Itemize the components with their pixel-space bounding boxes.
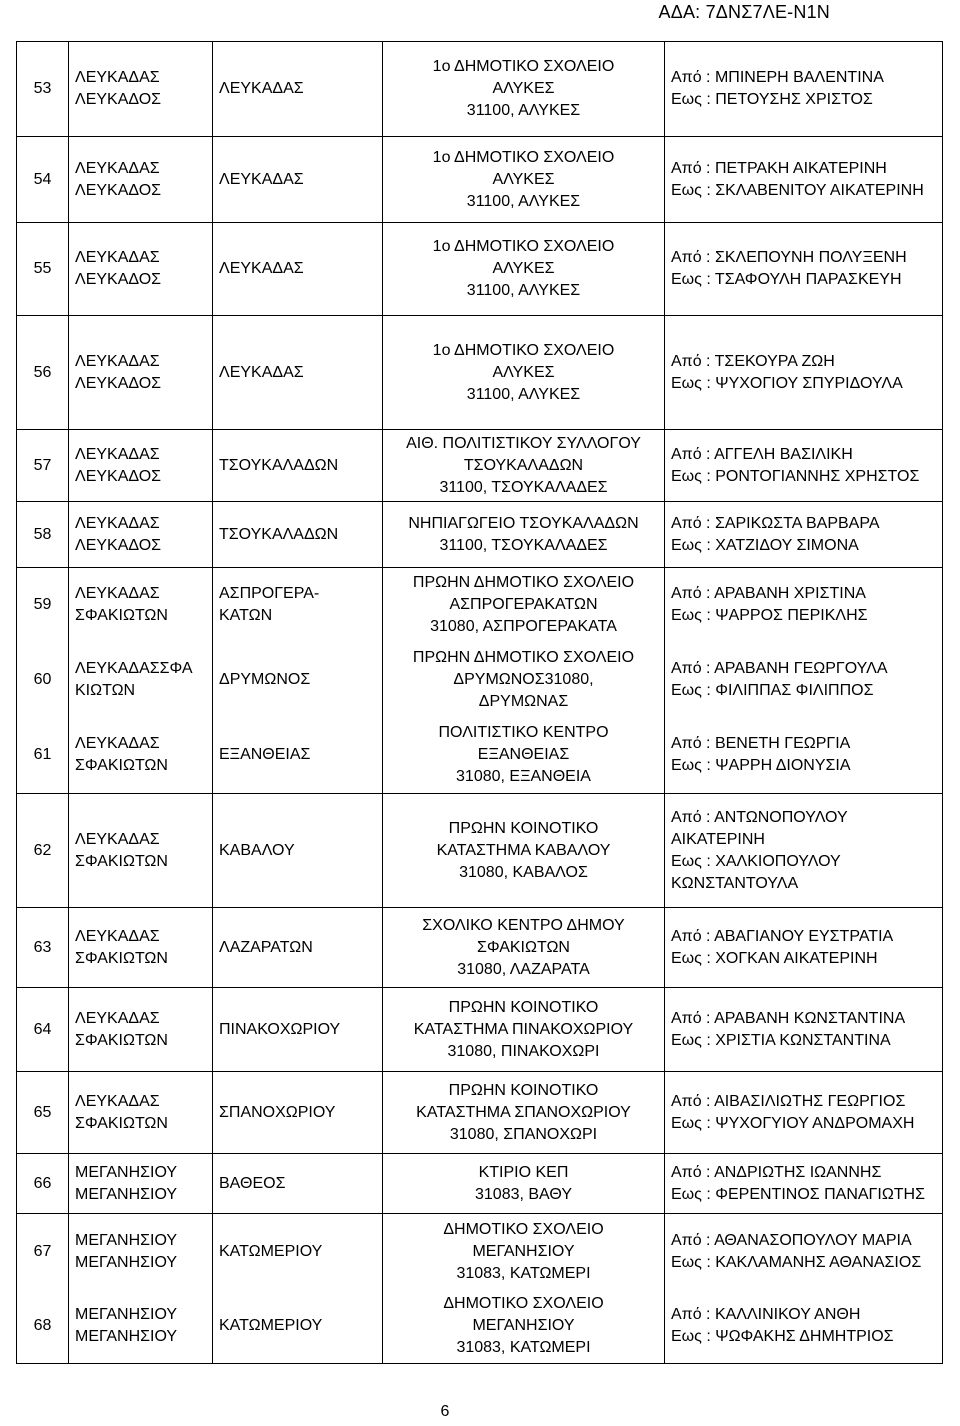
- page-number: 6: [440, 1403, 450, 1420]
- community-cell: ΑΣΠΡΟΓΕΡΑ- ΚΑΤΩΝ: [213, 568, 383, 642]
- community-cell: ΕΞΑΝΘΕΙΑΣ: [213, 718, 383, 794]
- municipality-cell: ΛΕΥΚΑΔΑΣ ΛΕΥΚΑΔΟΣ: [69, 223, 213, 316]
- table-row: [17, 1290, 943, 1364]
- community-cell: ΛΑΖΑΡΑΤΩΝ: [213, 908, 383, 988]
- polling-site-cell: 1ο ΔΗΜΟΤΙΚΟ ΣΧΟΛΕΙΟ ΑΛΥΚΕΣ 31100, ΑΛΥΚΕΣ: [383, 223, 665, 316]
- community-cell: ΚΑΒΑΛΟΥ: [213, 794, 383, 908]
- polling-site-cell: 1ο ΔΗΜΟΤΙΚΟ ΣΧΟΛΕΙΟ ΑΛΥΚΕΣ 31100, ΑΛΥΚΕΣ: [383, 137, 665, 223]
- table-row: [17, 568, 943, 642]
- polling-site-cell: ΠΡΩΗΝ ΚΟΙΝΟΤΙΚΟ ΚΑΤΑΣΤΗΜΑ ΣΠΑΝΟΧΩΡΙΟΥ 31080, ΣΠΑΝΟΧΩΡΙ: [383, 1072, 665, 1154]
- voter-range-cell: Από : ΑΡΑΒΑΝΗ ΚΩΝΣΤΑΝΤΙΝΑ Εως : ΧΡΙΣΤΙΑ ΚΩΝΣΤΑΝΤΙΝΑ: [665, 988, 943, 1072]
- table-row: [17, 223, 943, 316]
- polling-site-cell: 1ο ΔΗΜΟΤΙΚΟ ΣΧΟΛΕΙΟ ΑΛΥΚΕΣ 31100, ΑΛΥΚΕΣ: [383, 42, 665, 137]
- row-number: 64: [17, 988, 69, 1072]
- voter-range-cell: Από : ΠΕΤΡΑΚΗ ΑΙΚΑΤΕΡΙΝΗ Εως : ΣΚΛΑΒΕΝΙΤΟΥ ΑΙΚΑΤΕΡΙΝΗ: [665, 137, 943, 223]
- polling-site-cell: ΠΡΩΗΝ ΚΟΙΝΟΤΙΚΟ ΚΑΤΑΣΤΗΜΑ ΠΙΝΑΚΟΧΩΡΙΟΥ 31080, ΠΙΝΑΚΟΧΩΡΙ: [383, 988, 665, 1072]
- municipality-cell: ΛΕΥΚΑΔΑΣ ΣΦΑΚΙΩΤΩΝ: [69, 794, 213, 908]
- community-cell: ΔΡΥΜΩΝΟΣ: [213, 642, 383, 718]
- row-number: 66: [17, 1154, 69, 1214]
- table-row: [17, 642, 943, 718]
- voter-range-cell: Από : ΑΝΤΩΝΟΠΟΥΛΟΥ ΑΙΚΑΤΕΡΙΝΗ Εως : ΧΑΛΚΙΟΠΟΥΛΟΥ ΚΩΝΣΤΑΝΤΟΥΛΑ: [665, 794, 943, 908]
- table-row: [17, 718, 943, 794]
- community-cell: ΤΣΟΥΚΑΛΑΔΩΝ: [213, 430, 383, 502]
- row-number: 53: [17, 42, 69, 137]
- voter-range-cell: Από : ΑΙΒΑΣΙΛΙΩΤΗΣ ΓΕΩΡΓΙΟΣ Εως : ΨΥΧΟΓΥΙΟΥ ΑΝΔΡΟΜΑΧΗ: [665, 1072, 943, 1154]
- row-number: 57: [17, 430, 69, 502]
- municipality-cell: ΛΕΥΚΑΔΑΣ ΛΕΥΚΑΔΟΣ: [69, 316, 213, 430]
- community-cell: ΤΣΟΥΚΑΛΑΔΩΝ: [213, 502, 383, 568]
- polling-site-cell: ΔΗΜΟΤΙΚΟ ΣΧΟΛΕΙΟ ΜΕΓΑΝΗΣΙΟΥ 31083, ΚΑΤΩΜΕΡΙ: [383, 1290, 665, 1364]
- polling-site-cell: ΠΡΩΗΝ ΔΗΜΟΤΙΚΟ ΣΧΟΛΕΙΟ ΑΣΠΡΟΓΕΡΑΚΑΤΩΝ 31080, ΑΣΠΡΟΓΕΡΑΚΑΤΑ: [383, 568, 665, 642]
- voter-range-cell: Από : ΑΓΓΕΛΗ ΒΑΣΙΛΙΚΗ Εως : ΡΟΝΤΟΓΙΑΝΝΗΣ ΧΡΗΣΤΟΣ: [665, 430, 943, 502]
- voter-range-cell: Από : ΑΡΑΒΑΝΗ ΧΡΙΣΤΙΝΑ Εως : ΨΑΡΡΟΣ ΠΕΡΙΚΛΗΣ: [665, 568, 943, 642]
- voter-range-cell: Από : ΑΡΑΒΑΝΗ ΓΕΩΡΓΟΥΛΑ Εως : ΦΙΛΙΠΠΑΣ ΦΙΛΙΠΠΟΣ: [665, 642, 943, 718]
- table-row: [17, 1072, 943, 1154]
- municipality-cell: ΛΕΥΚΑΔΑΣ ΣΦΑΚΙΩΤΩΝ: [69, 908, 213, 988]
- polling-site-cell: ΠΡΩΗΝ ΔΗΜΟΤΙΚΟ ΣΧΟΛΕΙΟ ΔΡΥΜΩΝΟΣ31080, ΔΡΥΜΩΝΑΣ: [383, 642, 665, 718]
- row-number: 55: [17, 223, 69, 316]
- table-row: [17, 430, 943, 502]
- voter-range-cell: Από : ΑΝΔΡΙΩΤΗΣ ΙΩΑΝΝΗΣ Εως : ΦΕΡΕΝΤΙΝΟΣ ΠΑΝΑΓΙΩΤΗΣ: [665, 1154, 943, 1214]
- table-row: [17, 42, 943, 137]
- ada-document-id: ΑΔΑ: 7ΔΝΣ7ΛΕ-Ν1Ν: [658, 2, 830, 22]
- community-cell: ΒΑΘΕΟΣ: [213, 1154, 383, 1214]
- polling-site-cell: ΠΟΛΙΤΙΣΤΙΚΟ ΚΕΝΤΡΟ ΕΞΑΝΘΕΙΑΣ 31080, ΕΞΑΝΘΕΙΑ: [383, 718, 665, 794]
- community-cell: ΛΕΥΚΑΔΑΣ: [213, 316, 383, 430]
- row-number: 63: [17, 908, 69, 988]
- table-row: [17, 1154, 943, 1214]
- community-cell: ΚΑΤΩΜΕΡΙΟΥ: [213, 1214, 383, 1290]
- municipality-cell: ΜΕΓΑΝΗΣΙΟΥ ΜΕΓΑΝΗΣΙΟΥ: [69, 1154, 213, 1214]
- community-cell: ΠΙΝΑΚΟΧΩΡΙΟΥ: [213, 988, 383, 1072]
- polling-site-cell: ΔΗΜΟΤΙΚΟ ΣΧΟΛΕΙΟ ΜΕΓΑΝΗΣΙΟΥ 31083, ΚΑΤΩΜΕΡΙ: [383, 1214, 665, 1290]
- municipality-cell: ΛΕΥΚΑΔΑΣ ΛΕΥΚΑΔΟΣ: [69, 42, 213, 137]
- row-number: 62: [17, 794, 69, 908]
- row-number: 59: [17, 568, 69, 642]
- polling-site-cell: ΠΡΩΗΝ ΚΟΙΝΟΤΙΚΟ ΚΑΤΑΣΤΗΜΑ ΚΑΒΑΛΟΥ 31080, ΚΑΒΑΛΟΣ: [383, 794, 665, 908]
- row-number: 56: [17, 316, 69, 430]
- municipality-cell: ΛΕΥΚΑΔΑΣ ΛΕΥΚΑΔΟΣ: [69, 137, 213, 223]
- voter-range-cell: Από : ΒΕΝΕΤΗ ΓΕΩΡΓΙΑ Εως : ΨΑΡΡΗ ΔΙΟΝΥΣΙΑ: [665, 718, 943, 794]
- municipality-cell: ΛΕΥΚΑΔΑΣ ΣΦΑΚΙΩΤΩΝ: [69, 568, 213, 642]
- community-cell: ΚΑΤΩΜΕΡΙΟΥ: [213, 1290, 383, 1364]
- polling-stations-table: [16, 41, 943, 1364]
- row-number: 54: [17, 137, 69, 223]
- municipality-cell: ΛΕΥΚΑΔΑΣΣΦΑ ΚΙΩΤΩΝ: [69, 642, 213, 718]
- voter-range-cell: Από : ΣΚΛΕΠΟΥΝΗ ΠΟΛΥΞΕΝΗ Εως : ΤΣΑΦΟΥΛΗ ΠΑΡΑΣΚΕΥΗ: [665, 223, 943, 316]
- table-row: [17, 988, 943, 1072]
- voter-range-cell: Από : ΣΑΡΙΚΩΣΤΑ ΒΑΡΒΑΡΑ Εως : ΧΑΤΖΙΔΟΥ ΣΙΜΟΝΑ: [665, 502, 943, 568]
- community-cell: ΣΠΑΝΟΧΩΡΙΟΥ: [213, 1072, 383, 1154]
- community-cell: ΛΕΥΚΑΔΑΣ: [213, 223, 383, 316]
- voter-range-cell: Από : ΜΠΙΝΕΡΗ ΒΑΛΕΝΤΙΝΑ Εως : ΠΕΤΟΥΣΗΣ ΧΡΙΣΤΟΣ: [665, 42, 943, 137]
- row-number: 68: [17, 1290, 69, 1364]
- polling-site-cell: ΚΤΙΡΙΟ ΚΕΠ 31083, ΒΑΘΥ: [383, 1154, 665, 1214]
- voter-range-cell: Από : ΤΣΕΚΟΥΡΑ ΖΩΗ Εως : ΨΥΧΟΓΙΟΥ ΣΠΥΡΙΔΟΥΛΑ: [665, 316, 943, 430]
- municipality-cell: ΛΕΥΚΑΔΑΣ ΛΕΥΚΑΔΟΣ: [69, 430, 213, 502]
- community-cell: ΛΕΥΚΑΔΑΣ: [213, 42, 383, 137]
- row-number: 65: [17, 1072, 69, 1154]
- municipality-cell: ΜΕΓΑΝΗΣΙΟΥ ΜΕΓΑΝΗΣΙΟΥ: [69, 1290, 213, 1364]
- table-row: [17, 908, 943, 988]
- polling-site-cell: ΝΗΠΙΑΓΩΓΕΙΟ ΤΣΟΥΚΑΛΑΔΩΝ 31100, ΤΣΟΥΚΑΛΑΔΕΣ: [383, 502, 665, 568]
- polling-site-cell: 1ο ΔΗΜΟΤΙΚΟ ΣΧΟΛΕΙΟ ΑΛΥΚΕΣ 31100, ΑΛΥΚΕΣ: [383, 316, 665, 430]
- municipality-cell: ΛΕΥΚΑΔΑΣ ΣΦΑΚΙΩΤΩΝ: [69, 988, 213, 1072]
- table-row: [17, 1214, 943, 1290]
- table-row: [17, 794, 943, 908]
- voter-range-cell: Από : ΑΒΑΓΙΑΝΟΥ ΕΥΣΤΡΑΤΙΑ Εως : ΧΟΓΚΑΝ ΑΙΚΑΤΕΡΙΝΗ: [665, 908, 943, 988]
- table-row: [17, 502, 943, 568]
- table-row: [17, 137, 943, 223]
- municipality-cell: ΜΕΓΑΝΗΣΙΟΥ ΜΕΓΑΝΗΣΙΟΥ: [69, 1214, 213, 1290]
- row-number: 67: [17, 1214, 69, 1290]
- row-number: 60: [17, 642, 69, 718]
- polling-site-cell: ΣΧΟΛΙΚΟ ΚΕΝΤΡΟ ΔΗΜΟΥ ΣΦΑΚΙΩΤΩΝ 31080, ΛΑΖΑΡΑΤΑ: [383, 908, 665, 988]
- municipality-cell: ΛΕΥΚΑΔΑΣ ΣΦΑΚΙΩΤΩΝ: [69, 718, 213, 794]
- municipality-cell: ΛΕΥΚΑΔΑΣ ΣΦΑΚΙΩΤΩΝ: [69, 1072, 213, 1154]
- table-row: [17, 316, 943, 430]
- row-number: 61: [17, 718, 69, 794]
- polling-site-cell: ΑΙΘ. ΠΟΛΙΤΙΣΤΙΚΟΥ ΣΥΛΛΟΓΟΥ ΤΣΟΥΚΑΛΑΔΩΝ 31100, ΤΣΟΥΚΑΛΑΔΕΣ: [383, 430, 665, 502]
- municipality-cell: ΛΕΥΚΑΔΑΣ ΛΕΥΚΑΔΟΣ: [69, 502, 213, 568]
- community-cell: ΛΕΥΚΑΔΑΣ: [213, 137, 383, 223]
- row-number: 58: [17, 502, 69, 568]
- voter-range-cell: Από : ΚΑΛΛΙΝΙΚΟΥ ΑΝΘΗ Εως : ΨΩΦΑΚΗΣ ΔΗΜΗΤΡΙΟΣ: [665, 1290, 943, 1364]
- voter-range-cell: Από : ΑΘΑΝΑΣΟΠΟΥΛΟΥ ΜΑΡΙΑ Εως : ΚΑΚΛΑΜΑΝΗΣ ΑΘΑΝΑΣΙΟΣ: [665, 1214, 943, 1290]
